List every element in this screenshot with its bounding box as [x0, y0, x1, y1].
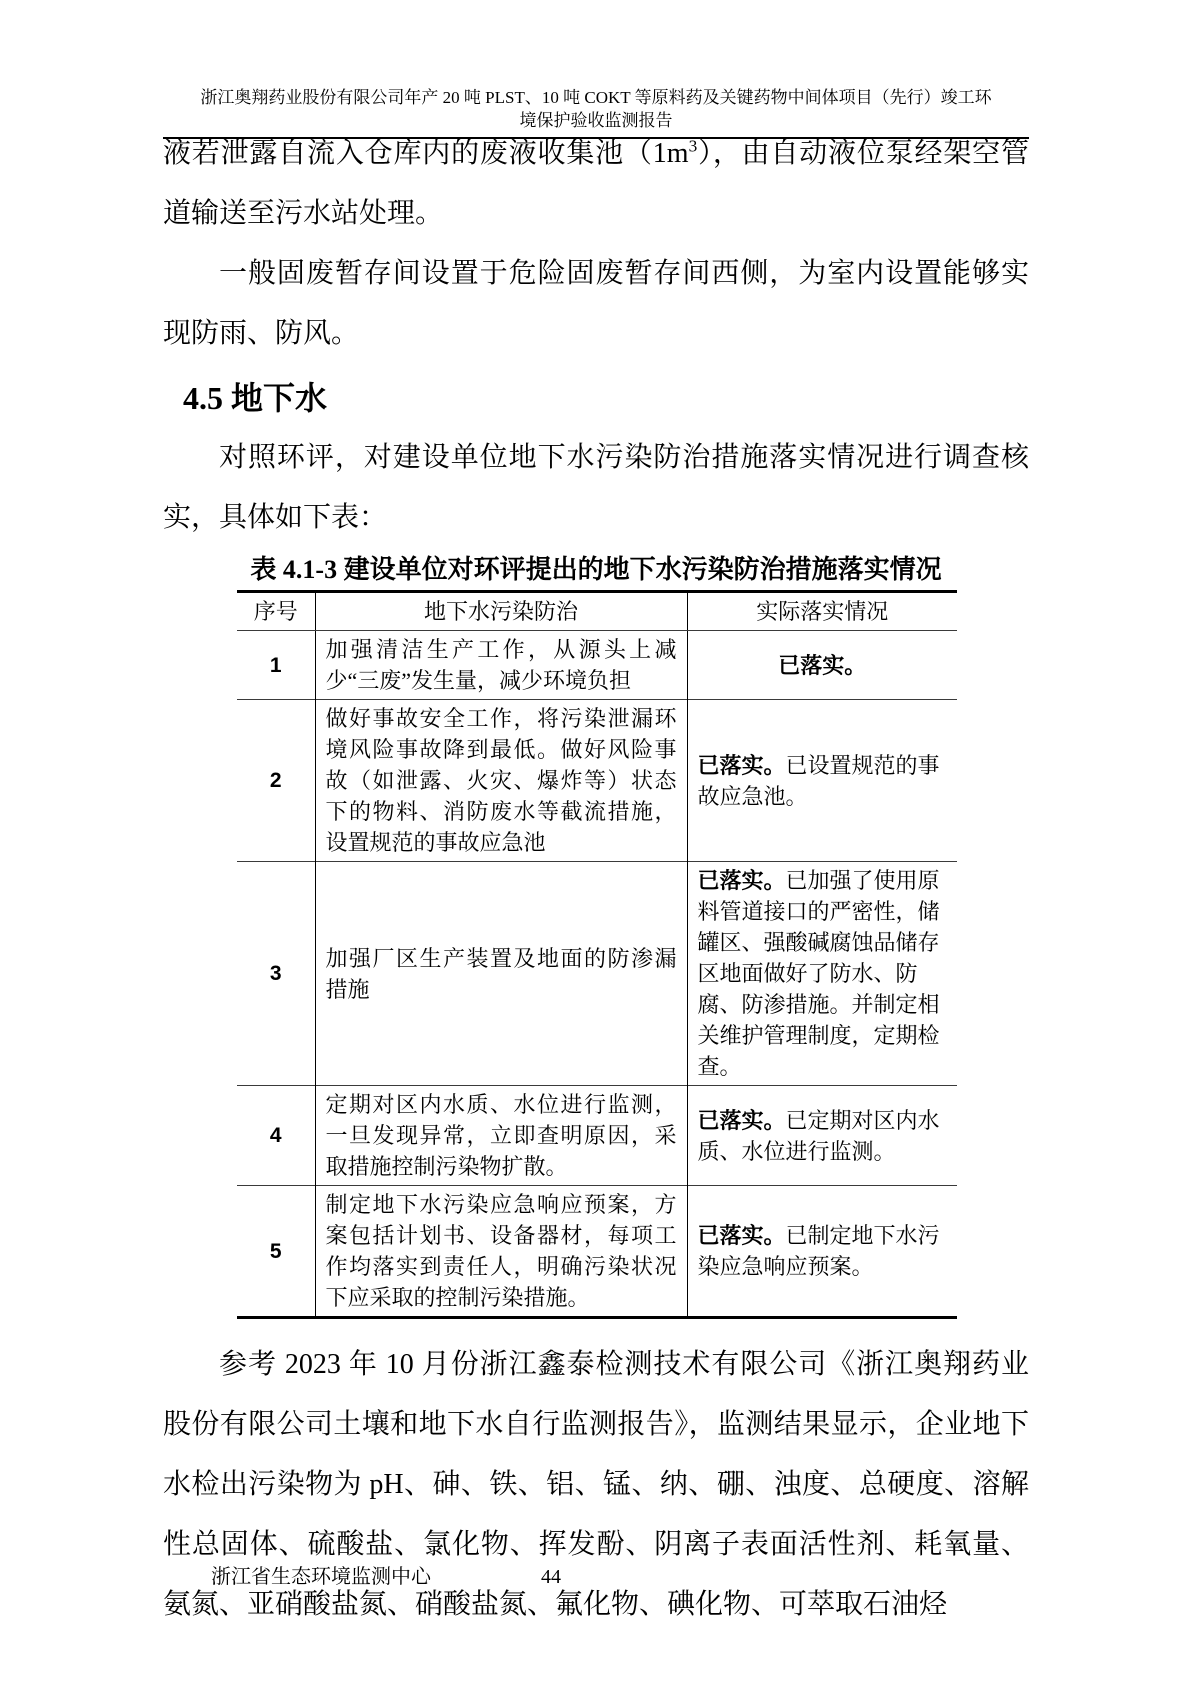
section-heading-groundwater: 4.5 地下水 [183, 380, 328, 416]
row-measure: 定期对区内水质、水位进行监测，一旦发现异常，立即查明原因，采取措施控制污染物扩散。 [315, 1086, 687, 1186]
row-status [687, 631, 957, 700]
row-status [687, 1086, 957, 1186]
row-status-detail: 已设置规范的事故应急池。 [697, 752, 940, 809]
row-index: 1 [237, 631, 315, 700]
row-status-implemented: 已落实。 [697, 868, 786, 893]
row-measure: 做好事故安全工作，将污染泄漏环境风险事故降到最低。做好风险事故（如泄露、火灾、爆炸等）状态下的物料、消防废水等截流措施，设置规范的事故应急池 [315, 700, 687, 862]
column-header-measure: 地下水污染防治 [315, 592, 687, 631]
table-caption: 表 4.1-3 建设单位对环评提出的地下水污染防治措施落实情况 [250, 555, 942, 584]
column-header-status: 实际落实情况 [687, 592, 957, 631]
table-row [237, 1086, 957, 1186]
row-status [687, 700, 957, 862]
paragraph-eia-check-intro: 对照环评，对建设单位地下水污染防治措施落实情况进行调查核实，具体如下表： [163, 442, 1029, 533]
row-status [687, 862, 957, 1086]
row-measure: 加强清洁生产工作，从源头上减少“三废”发生量，减少环境负担 [315, 631, 687, 700]
footer-organization: 浙江省生态环境监测中心 [211, 1566, 431, 1588]
table-row [237, 631, 957, 700]
table-row [237, 862, 957, 1086]
row-index: 4 [237, 1086, 315, 1186]
running-head-line1: 浙江奥翔药业股份有限公司年产 20 吨 PLST、10 吨 COKT 等原料药及关键药物中间体项目（先行）竣工环 [200, 88, 992, 107]
footer-page-number: 44 [541, 1566, 561, 1588]
row-status-detail: 已制定地下水污染应急响应预案。 [697, 1223, 940, 1279]
paragraph-monitoring-results: 参考 2023 年 10 月份浙江鑫泰检测技术有限公司《浙江奥翔药业股份有限公司土壤和地下水自行监测报告》，监测结果显示，企业地下水检出污染物为 pH、砷、铁、铝、锰、纳、硼、浊度、总硬度、溶解性总固体、硫酸盐、氯化物、挥发酚、阴离子表面活性剂、耗氧量、氨氮、亚硝酸盐氮、硝酸盐氮、氟化物、碘化物、可萃取石油烃 [163, 1349, 1029, 1620]
paragraph-waste-liquid-text-cont: ），由自动液位泵经架空管道输送至污水站处理。 [163, 138, 1029, 229]
row-status-implemented: 已落实。 [778, 652, 867, 678]
row-measure: 加强厂区生产装置及地面的防渗漏措施 [315, 862, 687, 1086]
row-measure: 制定地下水污染应急响应预案，方案包括计划书、设备器材，每项工作均落实到责任人，明确污染状况下应采取的控制污染措施。 [315, 1186, 687, 1318]
table-header-row [237, 592, 957, 631]
superscript-cubic-meter: 3 [688, 136, 698, 156]
row-index: 2 [237, 700, 315, 862]
groundwater-measures-table [237, 590, 957, 1319]
row-status-detail: 已加强了使用原料管道接口的严密性，储罐区、强酸碱腐蚀品储存区地面做好了防水、防腐、防渗措施。并制定相关维护管理制度，定期检查。 [697, 868, 940, 1079]
page-content [163, 124, 1029, 1635]
table-row [237, 700, 957, 862]
paragraph-general-solid-waste: 一般固废暂存间设置于危险固废暂存间西侧，为室内设置能够实现防雨、防风。 [163, 258, 1029, 349]
paragraph-waste-liquid-text: 液若泄露自流入仓库内的废液收集池（1m [163, 138, 689, 169]
row-status [687, 1186, 957, 1318]
row-index: 3 [237, 862, 315, 1086]
row-index: 5 [237, 1186, 315, 1318]
column-header-index: 序号 [237, 592, 315, 631]
row-status-implemented: 已落实。 [697, 1107, 786, 1133]
table-row [237, 1186, 957, 1318]
row-status-implemented: 已落实。 [697, 752, 786, 778]
row-status-implemented: 已落实。 [697, 1223, 786, 1248]
paragraph-waste-liquid [163, 124, 1029, 244]
running-head-line2: 境保护验收监测报告 [519, 111, 673, 130]
row-status-detail: 已定期对区内水质、水位进行监测。 [697, 1107, 940, 1164]
